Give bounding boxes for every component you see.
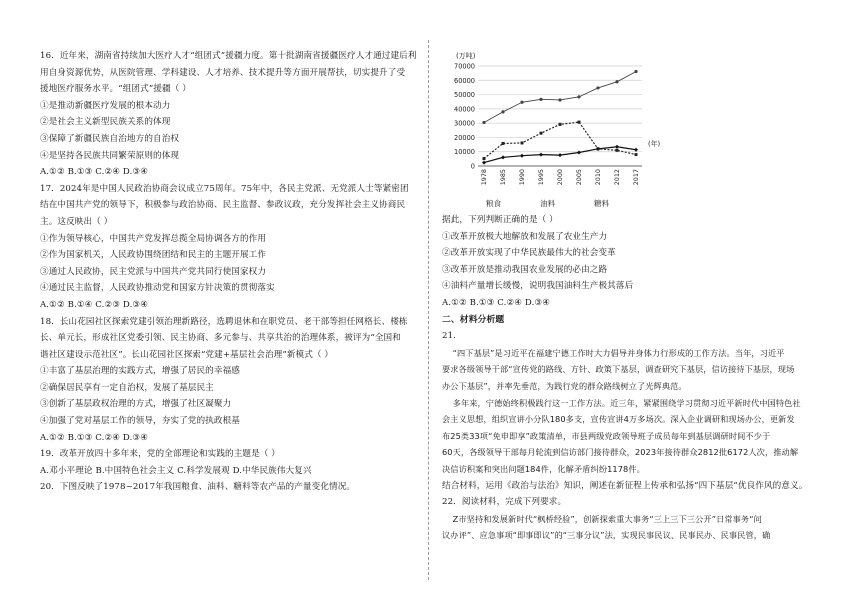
q21-material-line-2: 要求各级领导干部“宣传党的路线、方针、政策下基层，调查研究下基层，信访接待下基层，现场 [442, 364, 795, 375]
x-tick-label: 1995 [537, 169, 545, 186]
q22-material-line-1: Z市坚持和发展新时代“枫桥经验”，创新探索重大事务“三上三下三公开”日常事务“问 [452, 513, 762, 524]
q18-option-3: ③创新了基层政权治理的方式，增强了社区凝聚力 [40, 399, 232, 410]
legend-label: 粮食 [486, 199, 502, 208]
q16-option-2: ②是社会主义新型民族关系的体现 [40, 117, 171, 128]
data-point [482, 121, 485, 124]
section-title: 二、材料分析题 [442, 314, 505, 325]
right-column [442, 48, 820, 544]
x-tick-label: 1990 [518, 169, 526, 186]
q21-material-line-1: “四下基层”是习近平在福建宁德工作时大力倡导并身体力行形成的工作方法。当年，习近平 [452, 347, 785, 358]
data-point [616, 149, 619, 152]
data-point [539, 98, 542, 101]
q18-option-1: ①丰富了基层治理的实践方式，增强了居民的幸福感 [40, 366, 240, 377]
q19-choices: A.邓小平理论 B.中国特色社会主义 C.科学发展观 D.中华民族伟大复兴 [40, 465, 312, 476]
x-tick-label: 2012 [613, 169, 621, 186]
q18-stem-line-3: 谐社区建设示范社区”。长山花园社区探索“党建+基层社会治理”新模式（ ） [40, 349, 334, 360]
q20-option-4: ④油料产量增长缓慢，说明我国油料生产极其落后 [442, 281, 634, 292]
y-tick-label: 60000 [454, 76, 475, 85]
x-unit-label: (年) [648, 140, 661, 148]
q21-material-line-5: 会主义思想，组织宣讲小分队180多支，宣传宣讲4万多场次。深入企业调研和现场办公，更新发 [442, 414, 795, 425]
q17-option-2: ②作为国家机关，人民政协围绕团结和民主的主题开展工作 [40, 250, 267, 261]
x-tick-label: 2005 [575, 169, 583, 186]
x-tick-label: 2000 [556, 169, 564, 186]
legend-label: 糖料 [594, 199, 610, 208]
y-tick-label: 10000 [454, 148, 475, 157]
data-point [559, 123, 562, 126]
x-tick-label: 1985 [499, 169, 507, 186]
data-point [539, 153, 543, 157]
x-tick-label: 2017 [632, 169, 640, 186]
q16-choices: A.①② B.①③ C.②④ D.③④ [40, 167, 149, 178]
y-tick-label: 40000 [454, 105, 475, 114]
series-line-油料 [484, 122, 636, 158]
data-point [540, 132, 543, 135]
q21-material-line-4: 多年来，宁德始终积极践行这一工作方法。近三年，紧紧围绕学习贯彻习近平新时代中国特色社 [452, 397, 801, 408]
q22-material-line-2: 议办评”、应急事项“即事即议”的“三事分议”法，实现民事民议、民事民办、民事民管，确 [442, 530, 771, 541]
q17-stem-line-2: 结在中国共产党的领导下，积极参与政治协商、民主监督、参政议政，充分发挥社会主义协商民 [40, 200, 406, 211]
q20-choices: A.①② B.①③ C.②④ D.③④ [442, 297, 551, 308]
data-point [521, 141, 524, 144]
q21-question: 结合材料，运用《政治与法治》知识，阐述在新征程上传承和弘扬“四下基层”优良作风的意义。 [442, 480, 808, 491]
x-tick-label: 2010 [594, 169, 602, 186]
q16-option-4: ④是坚持各民族共同繁荣原则的体现 [40, 150, 180, 161]
q20-stem: 20．下图反映了1978~2017年我国粮食、油料、糖料等农产品的产量变化情况。 [40, 482, 356, 493]
data-point [615, 145, 619, 149]
q17-option-1: ①作为领导核心，中国共产党发挥总揽全局协调各方的作用 [40, 233, 267, 244]
q18-option-4: ④加强了党对基层工作的领导，夯实了党的执政根基 [40, 416, 240, 427]
q22-number: 22．阅读材料，完成下列要求。 [442, 497, 567, 508]
column-divider [428, 40, 429, 580]
q21-material-line-3: 办公下基层”，并率先垂范，为践行党的群众路线树立了光辉典范。 [442, 380, 687, 391]
data-point [577, 150, 581, 154]
x-tick-label: 1978 [480, 169, 488, 186]
production-chart [442, 48, 692, 198]
q17-stem-line-1: 17．2024年是中国人民政治协商会议成立75周年。75年中，各民主党派、无党派人士等紧密团 [40, 183, 409, 194]
q20-option-2: ②改革开放实现了中华民族最伟大的社会变革 [442, 248, 616, 259]
y-tick-label: 30000 [454, 119, 475, 128]
data-point [634, 148, 638, 152]
data-point [578, 121, 581, 124]
data-point [635, 153, 638, 156]
q18-stem-line-1: 18．长山花园社区探索党建引领治理新路径，选聘退休和在职党员、老干部等担任网格长、楼栋 [40, 316, 408, 327]
y-unit-label: (万吨) [456, 52, 476, 60]
q17-option-3: ③通过人民政协，民主党派与中国共产党共同行使国家权力 [40, 266, 267, 277]
data-point [520, 101, 523, 104]
q20-prompt: 据此，下列判断正确的是（ ） [442, 215, 558, 225]
q20-option-1: ①改革开放极大地解放和发展了农业生产力 [442, 231, 608, 242]
q17-option-4: ④通过民主监督，人民政协推动党和国家方针决策的贯彻落实 [40, 283, 275, 294]
data-point [502, 142, 505, 145]
data-point [596, 86, 599, 89]
q17-choices: A.①② B.①④ C.②③ D.③④ [40, 299, 149, 310]
q16-option-3: ③保障了新疆民族自治地方的自治权 [40, 133, 180, 144]
data-point [501, 155, 505, 159]
q16-stem-line-2: 用自身资源优势，从医院管理、学科建设、人才培养、技术提升等方面开展帮扶，切实提升了受 [40, 67, 406, 78]
q16-option-1: ①是推动新疆医疗发展的根本动力 [40, 100, 171, 111]
q21-material-line-8: 决信访积案和突出问题184件，化解矛盾纠纷1178件。 [442, 463, 645, 474]
q20-option-3: ③改革开放是推动我国农业发展的必由之路 [442, 264, 608, 275]
q18-option-2: ②确保居民享有一定自治权，发展了基层民主 [40, 382, 214, 393]
y-tick-label: 50000 [454, 91, 475, 100]
data-point [634, 70, 637, 73]
q19-stem: 19．改革开放四十多年来，党的全部理论和实践的主题是（ ） [40, 449, 281, 460]
q18-stem-line-2: 长、单元长，形成社区党委引领、民主协商、多元参与、共享共治的治理体系，被评为“全国和 [40, 333, 401, 344]
legend-label: 油料 [540, 199, 556, 208]
data-point [520, 154, 524, 158]
y-tick-label: 0 [470, 162, 475, 171]
q17-stem-line-3: 主。这反映出（ ） [40, 216, 113, 227]
left-column [40, 48, 416, 496]
data-point [615, 80, 618, 83]
data-point [483, 157, 486, 160]
data-point [558, 153, 562, 157]
chart-legend [442, 198, 662, 212]
y-tick-label: 20000 [454, 133, 475, 142]
series-line-粮食 [484, 71, 636, 122]
data-point [577, 95, 580, 98]
q21-material-line-6: 布25类33项“免申即享”政策清单，市县两级党政领导班子成员每年到基层调研时间不少于 [442, 430, 771, 441]
q18-choices: A.①② B.①③ C.②④ D.③④ [40, 432, 149, 443]
q21-material-line-7: 60天，各级领导干部每月轮流到信访部门接待群众，2023年接待群众2812批6172人次，推动解 [442, 447, 799, 458]
y-tick-label: 70000 [454, 62, 475, 71]
data-point [501, 110, 504, 113]
q16-stem-line-1: 16．近年来，湖南省持续加大医疗人才“组团式”援疆力度。第十批湖南省援疆医疗人才通过建后利 [40, 51, 417, 61]
q21-number: 21. [442, 331, 456, 342]
data-point [482, 161, 486, 165]
data-point [558, 98, 561, 101]
q16-stem-line-3: 援地医疗服务水平。“组团式”援疆（ ） [40, 84, 191, 95]
